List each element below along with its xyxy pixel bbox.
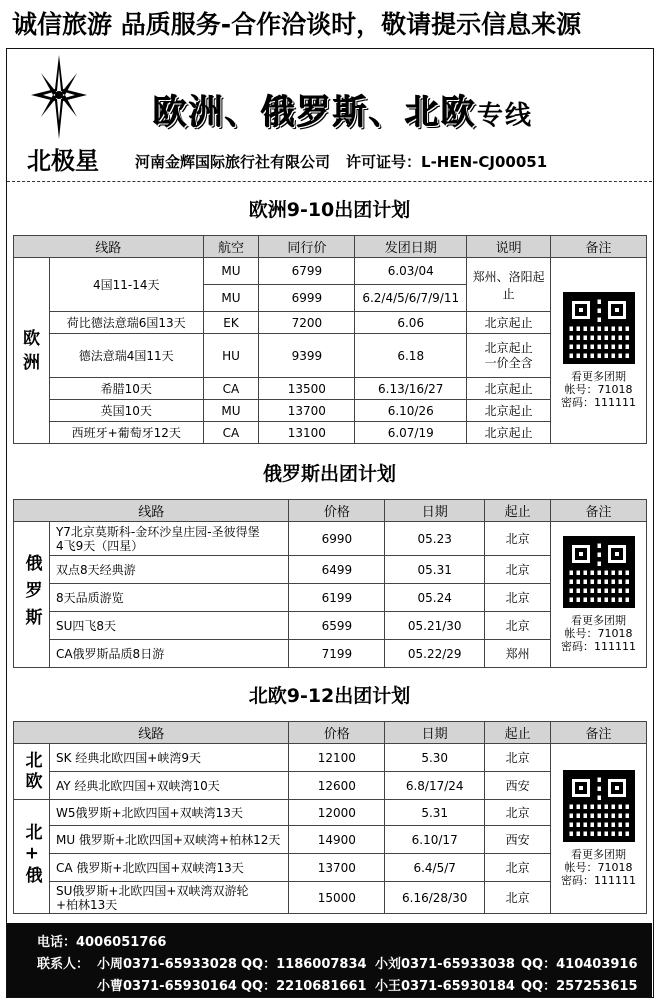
price-cell: 6599 (289, 612, 385, 640)
date-cell: 05.31 (385, 556, 485, 584)
price-cell: 13500 (259, 378, 355, 400)
contact-person: 小曹0371-65930164 (97, 979, 237, 994)
contact-qq: QQ：1186007834 (241, 957, 367, 972)
note-cell: 北京起止 (467, 312, 551, 334)
date-cell: 05.22/29 (385, 640, 485, 668)
contact-qq: QQ：257253615 (521, 979, 638, 994)
contact-people-label: 联系人： (37, 957, 90, 972)
route-cell: 8天品质游览 (49, 584, 288, 612)
divider (7, 181, 652, 182)
col-header: 线路 (14, 722, 289, 744)
company-line (135, 151, 547, 172)
europe-section-title: 欧洲9-10出团计划 (248, 199, 411, 221)
europe-table (13, 235, 647, 444)
price-cell: 13100 (259, 422, 355, 444)
price-cell: 6499 (289, 556, 385, 584)
from-cell: 北京 (485, 882, 551, 914)
col-header: 线路 (14, 236, 204, 258)
air-cell: CA (203, 378, 259, 400)
hero-title-main: 欧洲、俄罗斯、北欧 (153, 93, 477, 133)
price-cell: 6999 (259, 285, 355, 312)
route-cell: CA俄罗斯品质8日游 (49, 640, 288, 668)
russia-table (13, 499, 647, 668)
date-cell: 6.16/28/30 (385, 882, 485, 914)
side-label-russia: 俄罗斯 (14, 522, 50, 668)
from-cell: 西安 (485, 772, 551, 800)
from-cell: 北京 (485, 556, 551, 584)
route-cell: MU 俄罗斯+北欧四国+双峡湾+柏林12天 (49, 826, 288, 854)
side-label-europe: 欧洲 (14, 258, 50, 444)
price-cell: 6990 (289, 522, 385, 556)
side-label-nordic-russia: 北+俄 (14, 800, 50, 914)
col-header: 发团日期 (355, 236, 467, 258)
remark-line: 密码：111111 (561, 874, 636, 887)
top-banner: 诚信旅游 品质服务-合作洽谈时，敬请提示信息来源 (12, 10, 582, 39)
remark-cell (551, 522, 647, 668)
col-header: 起止 (485, 500, 551, 522)
note-cell: 北京起止 (467, 400, 551, 422)
contact-person: 小周0371-65933028 (97, 957, 237, 972)
contact-qq: QQ：410403916 (521, 957, 638, 972)
from-cell: 北京 (485, 522, 551, 556)
route-cell: AY 经典北欧四国+双峡湾10天 (49, 772, 288, 800)
contact-person: 小刘0371-65933038 (375, 957, 515, 972)
date-cell: 6.13/16/27 (355, 378, 467, 400)
col-header: 日期 (385, 722, 485, 744)
route-cell: 4国11-14天 (49, 258, 203, 312)
route-cell: SU俄罗斯+北欧四国+双峡湾双游轮 +柏林13天 (49, 882, 288, 914)
table-row (14, 522, 647, 556)
price-cell: 15000 (289, 882, 385, 914)
air-cell: MU (203, 285, 259, 312)
remark-line: 看更多团期 (571, 848, 626, 861)
qr-code-icon[interactable] (563, 770, 635, 842)
price-cell: 6199 (289, 584, 385, 612)
date-cell: 5.31 (385, 800, 485, 826)
price-cell: 12100 (289, 744, 385, 772)
route-cell: SK 经典北欧四国+峡湾9天 (49, 744, 288, 772)
from-cell: 郑州 (485, 640, 551, 668)
date-cell: 6.4/5/7 (385, 854, 485, 882)
table-row (14, 744, 647, 772)
date-cell: 5.30 (385, 744, 485, 772)
remark-line: 帐号：71018 (564, 383, 633, 396)
from-cell: 西安 (485, 826, 551, 854)
remark-line: 密码：111111 (561, 396, 636, 409)
route-cell: 荷比德法意瑞6国13天 (49, 312, 203, 334)
remark-line: 看更多团期 (571, 370, 626, 383)
route-cell: 双点8天经典游 (49, 556, 288, 584)
remark-cell (551, 258, 647, 444)
nordic-section-title: 北欧9-12出团计划 (248, 685, 411, 707)
hero-title (153, 85, 533, 134)
contact-footer (7, 923, 652, 997)
side-label-nordic: 北欧 (14, 744, 50, 800)
remark-line: 密码：111111 (561, 640, 636, 653)
price-cell: 12000 (289, 800, 385, 826)
note-cell: 郑州、洛阳起止 (467, 258, 551, 312)
col-header: 价格 (289, 722, 385, 744)
route-cell: Y7北京莫斯科-金环沙皇庄园-圣彼得堡 4飞9天（四星） (49, 522, 288, 556)
remark-line: 帐号：71018 (564, 861, 633, 874)
note-cell: 北京起止 (467, 422, 551, 444)
price-cell: 9399 (259, 334, 355, 378)
license-number: 许可证号：L-HEN-CJ00051 (346, 153, 548, 171)
table-row (14, 258, 647, 285)
company-name: 河南金辉国际旅行社有限公司 (135, 153, 331, 171)
from-cell: 北京 (485, 800, 551, 826)
air-cell: HU (203, 334, 259, 378)
price-cell: 7200 (259, 312, 355, 334)
date-cell: 6.2/4/5/6/7/9/11 (355, 285, 467, 312)
russia-section-title: 俄罗斯出团计划 (262, 463, 396, 485)
col-header: 航空 (203, 236, 259, 258)
air-cell: CA (203, 422, 259, 444)
from-cell: 北京 (485, 744, 551, 772)
price-cell: 12600 (289, 772, 385, 800)
qr-code-icon[interactable] (563, 292, 635, 364)
price-cell: 13700 (259, 400, 355, 422)
north-star-logo-icon (31, 55, 87, 139)
from-cell: 北京 (485, 584, 551, 612)
contact-person: 小王0371-65930184 (375, 979, 515, 994)
col-header: 起止 (485, 722, 551, 744)
route-cell: W5俄罗斯+北欧四国+双峡湾13天 (49, 800, 288, 826)
date-cell: 6.8/17/24 (385, 772, 485, 800)
col-header: 价格 (289, 500, 385, 522)
route-cell: 英国10天 (49, 400, 203, 422)
route-cell: SU四飞8天 (49, 612, 288, 640)
date-cell: 6.10/17 (385, 826, 485, 854)
route-cell: CA 俄罗斯+北欧四国+双峡湾13天 (49, 854, 288, 882)
note-cell: 北京起止 一价全含 (467, 334, 551, 378)
price-cell: 14900 (289, 826, 385, 854)
route-cell: 德法意瑞4国11天 (49, 334, 203, 378)
air-cell: EK (203, 312, 259, 334)
from-cell: 北京 (485, 612, 551, 640)
qr-code-icon[interactable] (563, 536, 635, 608)
flyer-frame (6, 48, 654, 998)
price-cell: 13700 (289, 854, 385, 882)
remark-cell (551, 744, 647, 914)
air-cell: MU (203, 258, 259, 285)
remark-line: 看更多团期 (571, 614, 626, 627)
from-cell: 北京 (485, 854, 551, 882)
nordic-table (13, 721, 647, 914)
col-header: 线路 (14, 500, 289, 522)
date-cell: 6.03/04 (355, 258, 467, 285)
air-cell: MU (203, 400, 259, 422)
date-cell: 6.10/26 (355, 400, 467, 422)
col-header: 备注 (551, 722, 647, 744)
contact-phone: 电话：4006051766 (37, 935, 167, 950)
col-header: 备注 (551, 500, 647, 522)
route-cell: 希腊10天 (49, 378, 203, 400)
remark-line: 帐号：71018 (564, 627, 633, 640)
date-cell: 05.23 (385, 522, 485, 556)
date-cell: 05.24 (385, 584, 485, 612)
date-cell: 05.21/30 (385, 612, 485, 640)
col-header: 说明 (467, 236, 551, 258)
route-cell: 西班牙+葡萄牙12天 (49, 422, 203, 444)
price-cell: 7199 (289, 640, 385, 668)
col-header: 日期 (385, 500, 485, 522)
col-header: 备注 (551, 236, 647, 258)
price-cell: 6799 (259, 258, 355, 285)
contact-qq: QQ：2210681661 (241, 979, 367, 994)
note-cell: 北京起止 (467, 378, 551, 400)
date-cell: 6.06 (355, 312, 467, 334)
header (7, 49, 652, 181)
date-cell: 6.18 (355, 334, 467, 378)
logo-text: 北极星 (27, 147, 99, 175)
date-cell: 6.07/19 (355, 422, 467, 444)
hero-title-suffix: 专线 (477, 101, 534, 131)
col-header: 同行价 (259, 236, 355, 258)
